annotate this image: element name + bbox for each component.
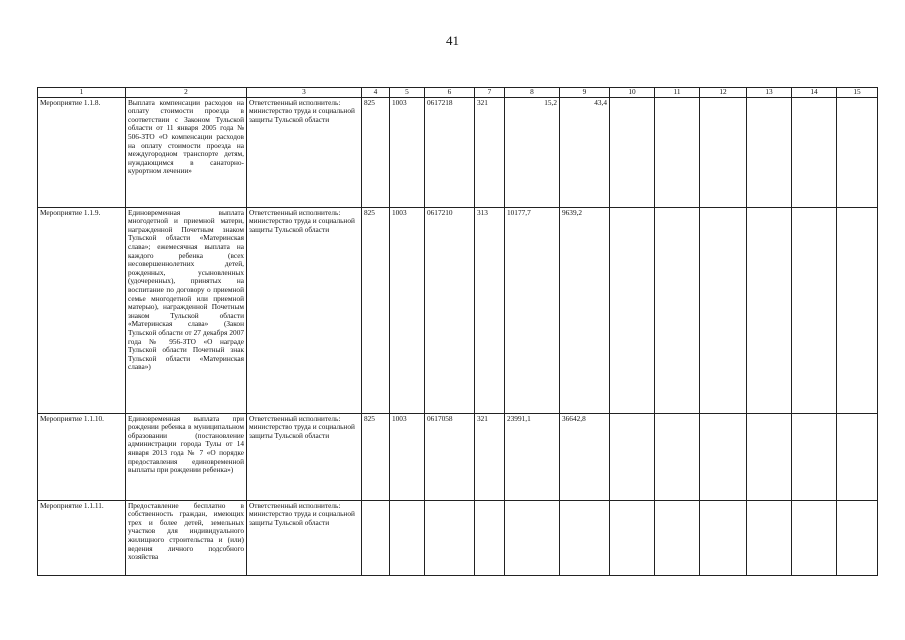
event-executor: Ответственный исполнитель: министерство труда и социальной защиты Тульской области bbox=[247, 413, 362, 500]
event-executor: Ответственный исполнитель: министерство труда и социальной защиты Тульской области bbox=[247, 500, 362, 575]
event-description: Единовременная выплата при рождении ребенка в муниципальном образовании (постановление администрации города Тулы от 14 января 2013 года № 7 «О порядке предоставления единовременной выплаты при рождении ребенка») bbox=[126, 413, 247, 500]
cell-col12 bbox=[700, 413, 747, 500]
cell-col13 bbox=[747, 500, 792, 575]
cell-col5: 1003 bbox=[390, 207, 425, 413]
cell-col13 bbox=[747, 97, 792, 207]
column-header: 14 bbox=[792, 88, 837, 98]
column-header: 12 bbox=[700, 88, 747, 98]
cell-col12 bbox=[700, 500, 747, 575]
cell-col7 bbox=[475, 500, 505, 575]
column-header: 15 bbox=[837, 88, 878, 98]
cell-col9: 43,4 bbox=[560, 97, 610, 207]
event-executor: Ответственный исполнитель: министерство труда и социальной защиты Тульской области bbox=[247, 97, 362, 207]
cell-col15 bbox=[837, 207, 878, 413]
cell-col15 bbox=[837, 500, 878, 575]
cell-col13 bbox=[747, 413, 792, 500]
column-header: 4 bbox=[362, 88, 390, 98]
cell-col10 bbox=[610, 207, 655, 413]
event-name: Мероприятие 1.1.11. bbox=[38, 500, 126, 575]
column-header: 8 bbox=[505, 88, 560, 98]
program-table bbox=[37, 87, 878, 576]
cell-col15 bbox=[837, 97, 878, 207]
table-row bbox=[38, 97, 878, 207]
cell-col15 bbox=[837, 413, 878, 500]
event-description: Единовременная выплата многодетной и приемной матери, награжденной Почетным знаком Тульской области «Материнская слава»; ежемесячная выплата на каждого ребенка (всех несовершеннолетних детей, рожденных, усыновленных (удочеренных), принятых на воспитание по договору о приемной семье многодетной или приемной матерью), награжденной Почетным знаком Тульской области «Материнская слава» (Закон Тульской области от 27 декабря 2007 года № 956-ЗТО «О награде Тульской области Почетный знак Тульской области «Материнская слава») bbox=[126, 207, 247, 413]
header-row bbox=[38, 88, 878, 98]
cell-col6: 0617058 bbox=[425, 413, 475, 500]
cell-col7: 321 bbox=[475, 413, 505, 500]
table-row bbox=[38, 413, 878, 500]
cell-col5: 1003 bbox=[390, 413, 425, 500]
cell-col9 bbox=[560, 500, 610, 575]
page-number: 41 bbox=[446, 33, 459, 48]
cell-col8 bbox=[505, 500, 560, 575]
cell-col11 bbox=[655, 207, 700, 413]
cell-col6 bbox=[425, 500, 475, 575]
column-header: 11 bbox=[655, 88, 700, 98]
column-header: 6 bbox=[425, 88, 475, 98]
cell-col14 bbox=[792, 413, 837, 500]
event-executor: Ответственный исполнитель: министерство труда и социальной защиты Тульской области bbox=[247, 207, 362, 413]
cell-col11 bbox=[655, 500, 700, 575]
event-description: Предоставление бесплатно в собственность граждан, имеющих трех и более детей, земельных участков для индивидуального жилищного строительства и (или) ведения личного подсобного хозяйства bbox=[126, 500, 247, 575]
cell-col11 bbox=[655, 413, 700, 500]
event-name: Мероприятие 1.1.9. bbox=[38, 207, 126, 413]
column-header: 3 bbox=[247, 88, 362, 98]
cell-col4: 825 bbox=[362, 413, 390, 500]
cell-col8: 15,2 bbox=[505, 97, 560, 207]
column-header: 1 bbox=[38, 88, 126, 98]
table-row bbox=[38, 207, 878, 413]
cell-col5: 1003 bbox=[390, 97, 425, 207]
cell-col9: 36642,8 bbox=[560, 413, 610, 500]
column-header: 2 bbox=[126, 88, 247, 98]
cell-col9: 9639,2 bbox=[560, 207, 610, 413]
cell-col12 bbox=[700, 97, 747, 207]
cell-col5 bbox=[390, 500, 425, 575]
cell-col10 bbox=[610, 97, 655, 207]
cell-col8: 23991,1 bbox=[505, 413, 560, 500]
column-header: 10 bbox=[610, 88, 655, 98]
cell-col14 bbox=[792, 207, 837, 413]
event-name: Мероприятие 1.1.10. bbox=[38, 413, 126, 500]
cell-col4: 825 bbox=[362, 97, 390, 207]
cell-col7: 313 bbox=[475, 207, 505, 413]
cell-col12 bbox=[700, 207, 747, 413]
cell-col11 bbox=[655, 97, 700, 207]
column-header: 9 bbox=[560, 88, 610, 98]
cell-col4 bbox=[362, 500, 390, 575]
column-header: 13 bbox=[747, 88, 792, 98]
cell-col10 bbox=[610, 500, 655, 575]
column-header: 7 bbox=[475, 88, 505, 98]
cell-col14 bbox=[792, 500, 837, 575]
table-row bbox=[38, 500, 878, 575]
event-description: Выплата компенсации расходов на оплату стоимости проезда в соответствии с Законом Тульской области от 11 января 2005 года № 506-ЗТО «О компенсации расходов на оплату стоимости проезда на междугородном транспорте детям, нуждающимся в санаторно-курортном лечении» bbox=[126, 97, 247, 207]
cell-col10 bbox=[610, 413, 655, 500]
cell-col8: 10177,7 bbox=[505, 207, 560, 413]
cell-col6: 0617210 bbox=[425, 207, 475, 413]
cell-col4: 825 bbox=[362, 207, 390, 413]
cell-col13 bbox=[747, 207, 792, 413]
cell-col14 bbox=[792, 97, 837, 207]
column-header: 5 bbox=[390, 88, 425, 98]
cell-col6: 0617218 bbox=[425, 97, 475, 207]
event-name: Мероприятие 1.1.8. bbox=[38, 97, 126, 207]
cell-col7: 321 bbox=[475, 97, 505, 207]
